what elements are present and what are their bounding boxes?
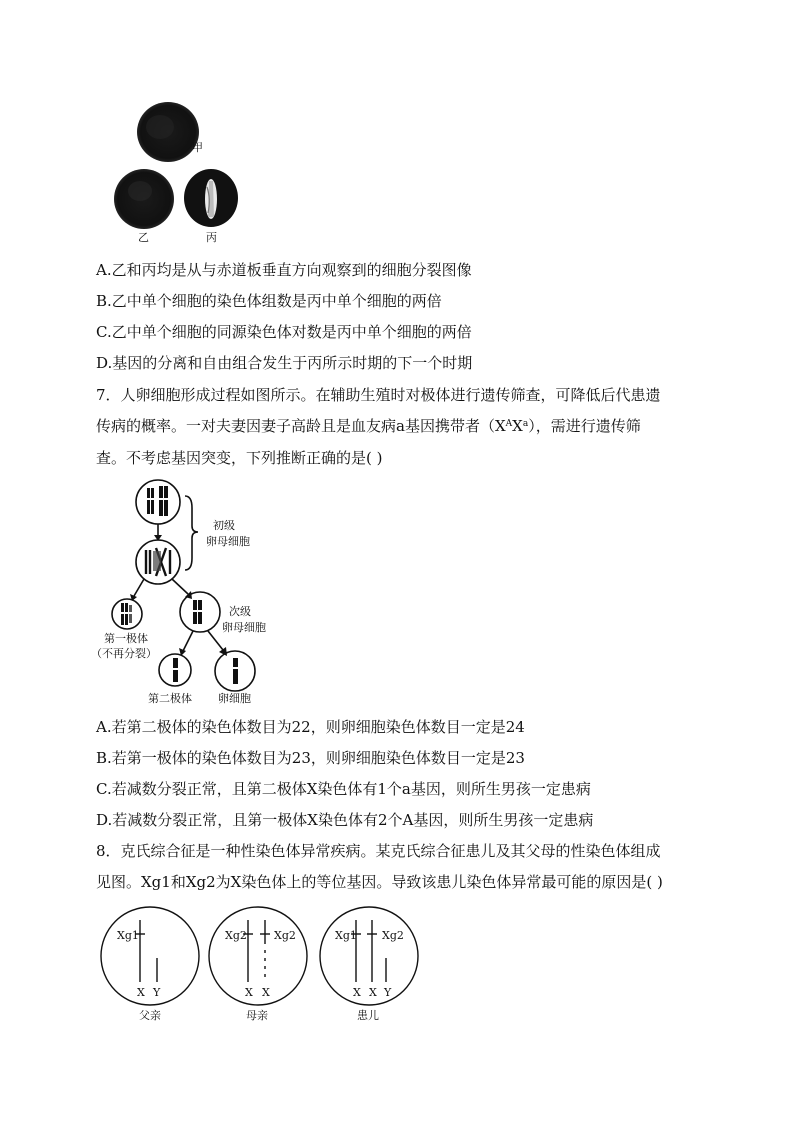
q8-stem-line2: 见图。Xg1和Xg2为X染色体上的等位基因。导致该患儿染色体异常最可能的原因是( ) (96, 873, 663, 891)
q7-x-letter: X (512, 417, 523, 435)
q7-stem-line3: 查。不考虑基因突变，下列推断正确的是( ) (96, 449, 383, 467)
q7-option-a: A.若第二极体的染色体数目为22，则卵细胞染色体数目一定是24 (96, 718, 525, 736)
q7-option-b: B.若第一极体的染色体数目为23，则卵细胞染色体数目一定是23 (96, 749, 525, 767)
label-jia: 甲 (192, 141, 203, 154)
oogenesis-diagram (90, 476, 290, 708)
mother-chr-x1: X (245, 986, 253, 999)
q7-stem-line2-post: ），需进行遗传筛 (528, 417, 641, 435)
label-yi: 乙 (138, 231, 149, 244)
father-chr-y: Y (153, 986, 161, 999)
label-primary-oocyte-1: 初级 (213, 519, 235, 532)
child-chr-y: Y (384, 986, 392, 999)
child-caption: 患儿 (357, 1009, 379, 1022)
child-gene-label-2: Xg2 (382, 929, 404, 942)
q7-stem-line1: 7．人卵细胞形成过程如图所示。在辅助生殖时对极体进行遗传筛查，可降低后代患遗 (96, 386, 661, 404)
mother-caption: 母亲 (246, 1009, 268, 1022)
child-chr-x1: X (353, 986, 361, 999)
q6-option-b: B.乙中单个细胞的染色体组数是丙中单个细胞的两倍 (96, 292, 442, 310)
father-cell (101, 907, 199, 1005)
label-secondary-oocyte-1: 次级 (229, 605, 251, 618)
mother-cell (209, 907, 307, 1005)
child-chr-x2: X (369, 986, 377, 999)
q6-option-c: C.乙中单个细胞的同源染色体对数是丙中单个细胞的两倍 (96, 323, 472, 341)
label-secondary-oocyte-2: 卵母细胞 (222, 621, 266, 634)
cell-photo-figure (100, 95, 250, 245)
mother-gene-label-1: Xg2 (225, 929, 247, 942)
q7-sup-A: A (505, 419, 513, 429)
q8-stem-line1: 8．克氏综合征是一种性染色体异常疾病。某克氏综合征患儿及其父母的性染色体组成 (96, 842, 661, 860)
q7-option-c: C.若减数分裂正常，且第二极体X染色体有1个a基因，则所生男孩一定患病 (96, 780, 591, 798)
q7-stem-line2-pre: 传病的概率。一对夫妻因妻子高龄且是血友病a基因携带者（X (96, 417, 506, 435)
q7-stem-line2 (96, 416, 641, 436)
child-gene-label-1: Xg1 (335, 929, 357, 942)
q7-option-d: D.若减数分裂正常，且第一极体X染色体有2个A基因，则所生男孩一定患病 (96, 811, 594, 829)
label-primary-oocyte-2: 卵母细胞 (206, 535, 250, 548)
father-gene-label: Xg1 (117, 929, 139, 942)
q7-sup-a: a (522, 419, 529, 429)
mother-gene-label-2: Xg2 (274, 929, 296, 942)
father-caption: 父亲 (139, 1009, 161, 1022)
mother-chr-x2: X (262, 986, 270, 999)
q6-option-d: D.基因的分离和自由组合发生于丙所示时期的下一个时期 (96, 354, 473, 372)
label-bing: 丙 (206, 231, 217, 244)
q6-option-a: A.乙和丙均是从与赤道板垂直方向观察到的细胞分裂图像 (96, 261, 472, 279)
label-second-polar-body: 第二极体 (148, 692, 192, 705)
father-chr-x: X (137, 986, 145, 999)
primary-oocyte-cell-1 (136, 480, 180, 524)
label-first-polar-body-note: （不再分裂） (91, 647, 157, 660)
label-egg-cell: 卵细胞 (218, 692, 251, 705)
label-first-polar-body: 第一极体 (104, 632, 148, 645)
